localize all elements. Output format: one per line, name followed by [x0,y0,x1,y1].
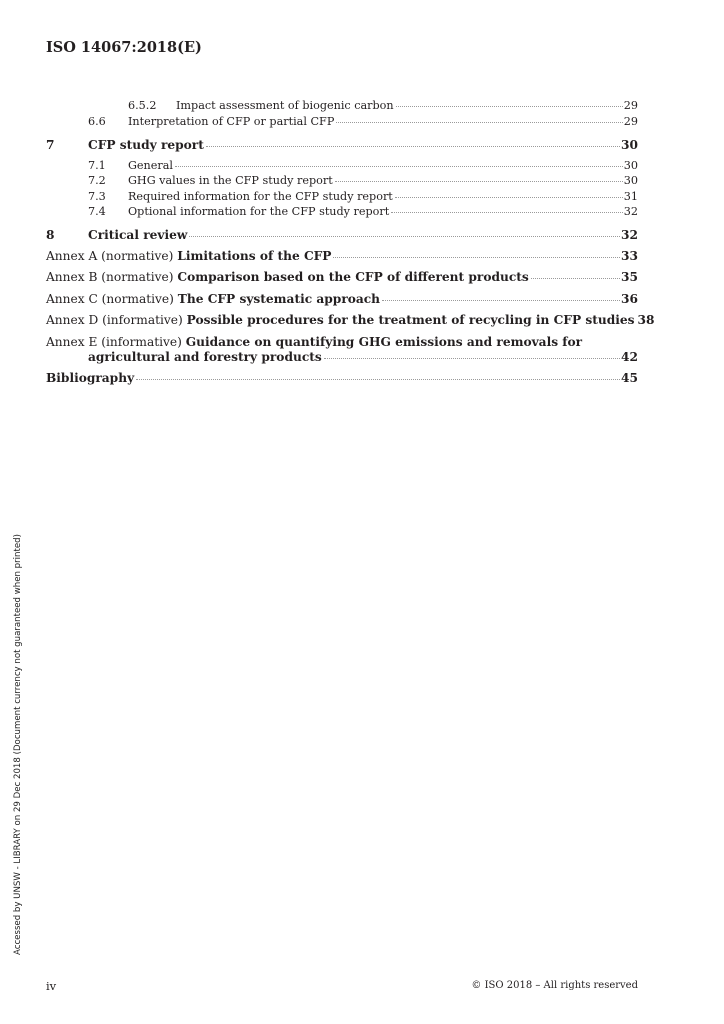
dot-leader [175,166,623,167]
toc-page: 29 [623,99,638,112]
toc-page: 30 [621,137,638,152]
toc-number: 7.2 [88,174,106,187]
toc-title: Interpretation of CFP or partial CFP [128,115,335,128]
dot-leader [395,197,623,198]
toc-page: 38 [637,313,655,327]
toc-entry-8[interactable] [46,228,638,249]
toc-page: 30 [623,174,638,187]
table-of-contents [46,99,655,393]
toc-page: 33 [621,248,638,263]
dot-leader [136,379,620,380]
dot-leader [382,300,620,301]
toc-page: 42 [621,349,638,364]
toc-number: 7.4 [88,205,106,218]
toc-entry-bibliography[interactable] [46,371,638,393]
toc-title: CFP study report [88,137,204,152]
annex-title-line2: agricultural and forestry products [88,349,322,364]
annex-prefix: Annex B (normative) [46,270,174,284]
dot-leader [336,122,622,123]
annex-title-line1: Guidance on quantifying GHG emissions and removals for [185,334,583,349]
toc-page: 29 [623,115,638,128]
toc-entry-annex-d[interactable] [46,313,655,335]
toc-entry-annex-c[interactable] [46,292,638,314]
toc-number: 7.3 [88,189,106,203]
toc-entry-annex-e[interactable] [46,335,638,350]
toc-entry-7-2[interactable] [46,174,638,190]
dot-leader [324,358,620,359]
toc-number: 7 [46,137,55,152]
toc-title: Required information for the CFP study report [128,189,393,203]
annex-prefix: Annex D (informative) [46,313,183,327]
dot-leader [391,212,622,213]
toc-entry-7-3[interactable] [46,190,638,206]
toc-title: General [128,158,173,172]
toc-entry-7[interactable] [46,138,638,159]
access-watermark: Accessed by UNSW - LIBRARY on 29 Dec 2018 (Document currency not guaranteed when printed) [13,534,23,955]
dot-leader [189,236,620,237]
toc-page: 32 [623,205,638,218]
toc-title: Optional information for the CFP study report [128,205,390,218]
toc-page: 31 [623,189,638,203]
annex-title: Possible procedures for the treatment of recycling in CFP studies [186,313,635,327]
toc-title: Bibliography [46,371,135,385]
dot-leader [206,146,620,147]
annex-prefix: Annex A (normative) [46,248,174,263]
toc-entry-7-4[interactable] [46,205,638,221]
document-id: ISO 14067:2018(E) [46,39,202,56]
toc-page: 36 [621,291,638,306]
toc-page: 30 [623,158,638,172]
dot-leader [396,106,623,107]
annex-prefix: Annex E (informative) [46,334,182,349]
annex-title: The CFP systematic approach [177,291,381,306]
toc-entry-annex-a[interactable] [46,249,638,271]
copyright-notice: © ISO 2018 – All rights reserved [471,980,638,991]
dot-leader [335,181,623,182]
toc-entry-7-1[interactable] [46,159,638,175]
toc-entry-annex-e-continued[interactable] [46,350,638,372]
toc-entry-6-5-2[interactable] [46,99,638,115]
toc-entry-annex-b[interactable] [46,270,638,292]
toc-entry-6-6[interactable] [46,115,638,131]
toc-page: 35 [621,270,638,284]
toc-number: 6.6 [88,115,106,128]
toc-page: 32 [621,227,638,242]
annex-title: Comparison based on the CFP of different products [177,270,529,284]
toc-title: GHG values in the CFP study report [128,174,333,187]
toc-number: 6.5.2 [128,99,157,112]
toc-number: 7.1 [88,158,106,172]
annex-title: Limitations of the CFP [177,248,332,263]
dot-leader [333,257,620,258]
annex-prefix: Annex C (normative) [46,291,174,306]
dot-leader [531,278,620,279]
toc-title: Critical review [88,227,188,242]
toc-number: 8 [46,227,55,242]
page-number: iv [46,979,57,993]
toc-page: 45 [621,371,638,385]
toc-title: Impact assessment of biogenic carbon [176,99,394,112]
